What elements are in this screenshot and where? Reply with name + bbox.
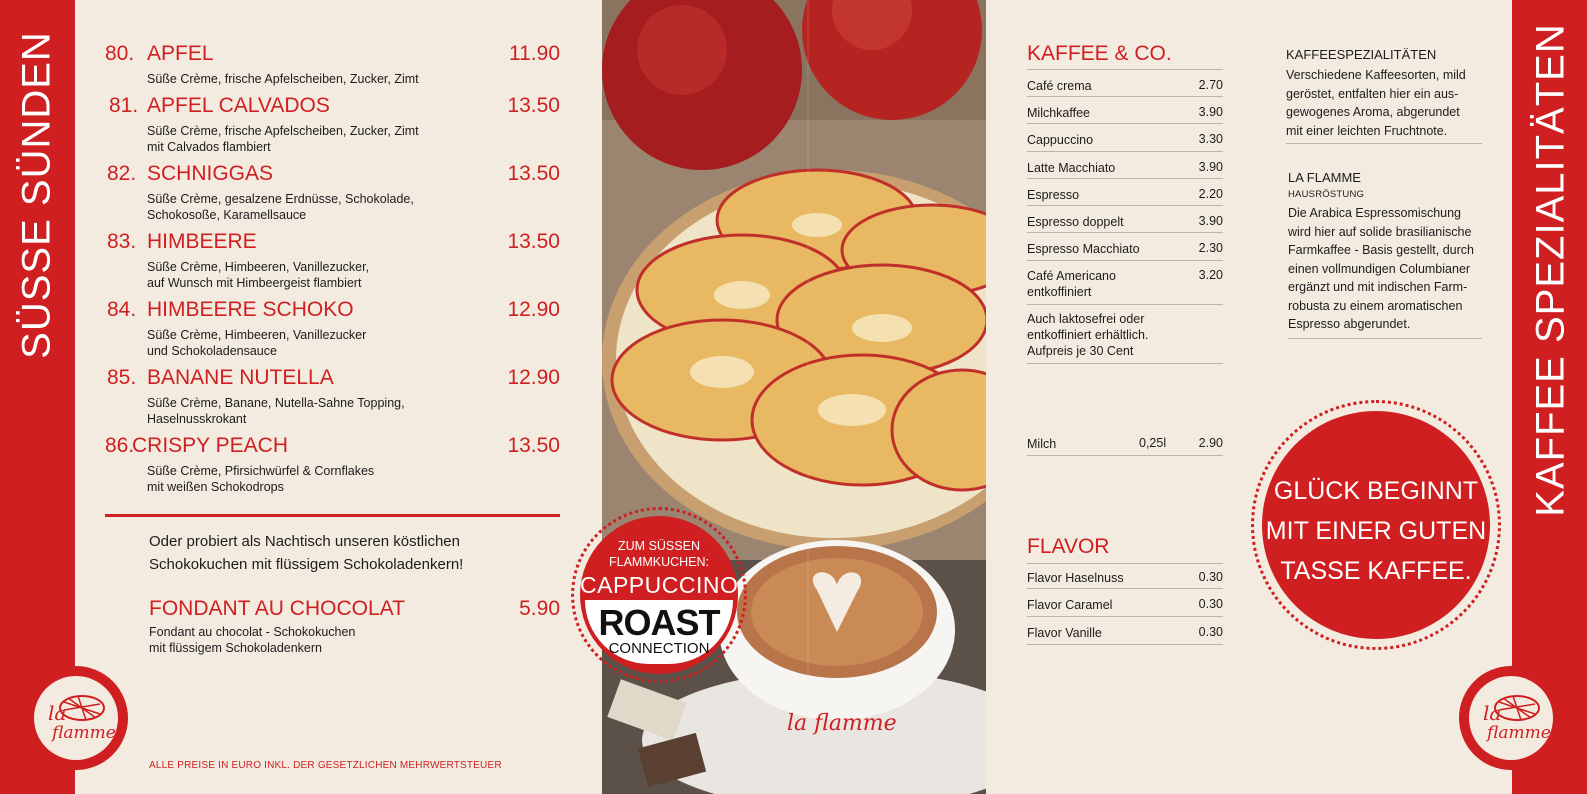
coffee-price: 3.20 — [1198, 268, 1223, 282]
fold-line — [807, 0, 809, 794]
roast-connection-logo-bottom: CONNECTION — [608, 640, 710, 657]
house-subtitle: HAUSRÖSTUNG — [1288, 189, 1365, 200]
coffee-row — [1027, 268, 1223, 305]
fondant-price: 5.90 — [519, 597, 560, 620]
coffee-label: Espresso doppelt — [1027, 215, 1124, 229]
slogan-text — [1262, 471, 1490, 591]
coffee-price: 2.70 — [1198, 78, 1223, 92]
coffee-price: 3.90 — [1198, 105, 1223, 119]
coffee-label: Cappuccino — [1027, 133, 1094, 147]
flavor-label: Flavor Haselnuss — [1027, 571, 1124, 585]
coffee-row — [1027, 160, 1223, 179]
flavor-price: 0.30 — [1198, 597, 1223, 611]
item-price: 12.90 — [507, 298, 560, 321]
milk-label: Milch — [1027, 437, 1057, 451]
promo-line: Oder probiert als Nachtisch unseren köstlichen — [149, 533, 460, 550]
coffee-row — [1027, 132, 1223, 152]
item-price: 13.50 — [507, 230, 560, 253]
item-description: Süße Crème, frische Apfelscheiben, Zucker, Zimt — [147, 72, 419, 86]
coffee-row — [1027, 241, 1223, 261]
item-name: APFEL — [147, 42, 214, 65]
item-number: 83. — [107, 230, 137, 253]
flavor-price: 0.30 — [1198, 570, 1223, 584]
coffee-price: 3.90 — [1198, 160, 1223, 174]
coffee-label: Milchkaffee — [1027, 106, 1090, 120]
coffee-label: Café Americano entkoffiniert — [1027, 269, 1116, 299]
coffee-price: 3.30 — [1198, 132, 1223, 146]
item-price: 13.50 — [507, 434, 560, 457]
milk-volume: 0,25l — [1139, 436, 1167, 450]
la-flamme-logo-left — [24, 666, 128, 770]
slogan-disc — [1262, 411, 1490, 639]
coffee-row — [1027, 187, 1223, 206]
item-name: HIMBEERE — [147, 230, 257, 253]
coffee-label: Espresso — [1027, 188, 1080, 202]
item-price: 12.90 — [507, 366, 560, 389]
svg-text:la: la — [1483, 701, 1502, 725]
flavor-row — [1027, 625, 1223, 645]
divider-rule — [105, 514, 560, 517]
fondant-desc-line: Fondant au chocolat - Schokokuchen — [149, 625, 356, 639]
badge-line: ZUM SÜSSEN — [618, 539, 700, 553]
coffee-row — [1027, 78, 1223, 97]
fondant-description — [149, 624, 355, 656]
divider — [1286, 143, 1482, 144]
slogan-line: MIT EINER GUTEN — [1265, 517, 1487, 545]
cappuccino-badge — [571, 507, 747, 683]
milk-price: 2.90 — [1198, 436, 1223, 450]
la-flamme-logo-right — [1459, 666, 1563, 770]
divider — [1027, 563, 1223, 564]
item-number: 86. — [105, 434, 135, 457]
coffee-note-text: Auch laktosefrei oder entkoffiniert erhältlich. Aufpreis je 30 Cent — [1027, 312, 1149, 358]
flavor-label: Flavor Caramel — [1027, 598, 1113, 612]
coffee-note — [1027, 311, 1223, 364]
coffee-price: 3.90 — [1198, 214, 1223, 228]
badge-disc — [580, 516, 738, 674]
item-name: CRISPY PEACH — [132, 434, 288, 457]
item-price: 13.50 — [507, 162, 560, 185]
item-name: APFEL CALVADOS — [147, 94, 330, 117]
badge-title: CAPPUCCINO — [580, 572, 739, 598]
svg-text:la flamme: la flamme — [787, 711, 897, 736]
slogan-line: GLÜCK BEGINNT — [1273, 477, 1479, 505]
item-description: Süße Crème, gesalzene Erdnüsse, Schokolade, Schokosoße, Karamellsauce — [147, 192, 414, 222]
roast-connection-logo-top: ROAST — [598, 602, 720, 643]
fondant-name: FONDANT AU CHOCOLAT — [149, 597, 405, 620]
divider — [1288, 338, 1482, 339]
flavor-label: Flavor Vanille — [1027, 626, 1102, 640]
promo-line: Schokokuchen mit flüssigem Schokoladenkern! — [149, 556, 464, 573]
item-name: BANANE NUTELLA — [147, 366, 334, 389]
item-number: 82. — [107, 162, 137, 185]
svg-text:flamme: flamme — [1487, 723, 1551, 743]
item-price: 13.50 — [507, 94, 560, 117]
specialties-title: KAFFEESPEZIALITÄTEN — [1286, 47, 1437, 62]
house-title: LA FLAMME — [1288, 170, 1361, 185]
item-number: 81. — [109, 94, 139, 117]
divider — [1027, 69, 1223, 70]
coffee-price: 2.30 — [1198, 241, 1223, 255]
item-description: Süße Crème, Himbeeren, Vanillezucker und Schokoladensauce — [147, 328, 367, 358]
item-name: HIMBEERE SCHOKO — [147, 298, 354, 321]
flavor-row — [1027, 570, 1223, 589]
svg-text:flamme: flamme — [52, 723, 116, 743]
slogan-line: TASSE KAFFEE. — [1280, 557, 1472, 585]
coffee-row — [1027, 105, 1223, 124]
coffee-section-title: KAFFEE & CO. — [1027, 42, 1172, 65]
fondant-desc-line: mit flüssigem Schokoladenkern — [149, 641, 322, 655]
house-body: Die Arabica Espressomischung wird hier auf solide brasilianische Farmkaffee - Basis gestellt, durch einen vollmundigen Columbianer ergänzt und mit indischen Farm- robusta zu einem aromatischen Espresso abgerundet. — [1288, 206, 1474, 331]
promo-text — [149, 530, 463, 576]
coffee-row — [1027, 214, 1223, 233]
item-description: Süße Crème, frische Apfelscheiben, Zucker, Zimt mit Calvados flambiert — [147, 124, 419, 154]
flame-waffle-icon — [34, 676, 118, 760]
section-title-suesse-suenden: SÜSSE SÜNDEN — [14, 31, 59, 359]
badge-subtitle — [580, 538, 738, 570]
svg-text:la: la — [48, 701, 67, 725]
item-number: 80. — [105, 42, 135, 65]
item-number: 85. — [107, 366, 137, 389]
coffee-label: Café crema — [1027, 79, 1092, 93]
flavor-price: 0.30 — [1198, 625, 1223, 639]
flavor-section-title: FLAVOR — [1027, 535, 1110, 558]
badge-line: FLAMMKUCHEN: — [608, 555, 709, 569]
slogan-circle — [1251, 400, 1501, 650]
flavor-row — [1027, 597, 1223, 617]
milk-row — [1027, 436, 1223, 456]
item-description: Süße Crème, Pfirsichwürfel & Cornflakes mit weißen Schokodrops — [147, 464, 375, 494]
item-price: 11.90 — [509, 42, 560, 65]
flame-waffle-icon — [1469, 676, 1553, 760]
coffee-label: Latte Macchiato — [1027, 161, 1116, 175]
item-name: SCHNIGGAS — [147, 162, 274, 185]
item-description: Süße Crème, Himbeeren, Vanillezucker, auf Wunsch mit Himbeergeist flambiert — [147, 260, 370, 290]
specialties-body: Verschiedene Kaffeesorten, mild geröstet, entfalten hier ein aus- gewogenes Aroma, abgerundet mit einer leichten Fruchtnote. — [1286, 68, 1466, 138]
coffee-label: Espresso Macchiato — [1027, 242, 1140, 256]
section-title-kaffee-spezialitaeten: KAFFEE SPEZIALITÄTEN — [1528, 23, 1573, 517]
coffee-price: 2.20 — [1198, 187, 1223, 201]
item-description: Süße Crème, Banane, Nutella-Sahne Topping, Haselnusskrokant — [147, 396, 405, 426]
price-footnote: ALLE PREISE IN EURO INKL. DER GESETZLICHEN MEHRWERTSTEUER — [149, 760, 502, 771]
item-number: 84. — [107, 298, 137, 321]
